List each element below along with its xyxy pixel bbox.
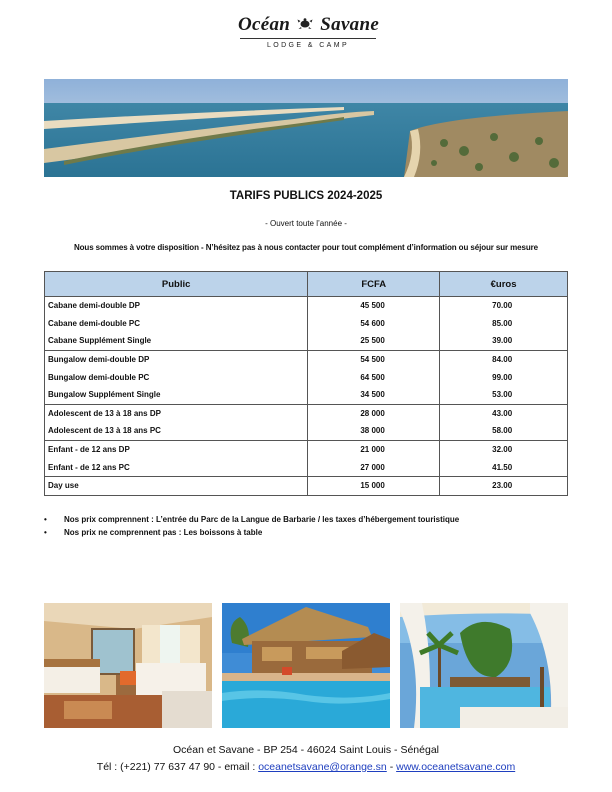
price-fcfa: 38 000 xyxy=(308,422,440,440)
table-row xyxy=(45,350,568,368)
column-header-public: Public xyxy=(45,272,308,297)
price-euros: 53.00 xyxy=(440,386,568,404)
logo-name-left: Océan xyxy=(238,14,291,35)
price-fcfa: 25 500 xyxy=(308,332,440,350)
price-fcfa: 28 000 xyxy=(308,404,440,422)
row-label: Enfant - de 12 ans DP xyxy=(45,440,308,458)
price-table xyxy=(44,271,568,496)
logo-subtitle: LODGE & CAMP xyxy=(266,42,350,49)
table-row xyxy=(45,386,568,404)
table-row xyxy=(45,332,568,350)
price-euros: 85.00 xyxy=(440,315,568,333)
row-label: Cabane Supplément Single xyxy=(45,332,308,350)
email-link[interactable]: oceanetsavane@orange.sn xyxy=(258,761,387,773)
table-row xyxy=(45,440,568,458)
table-row xyxy=(45,458,568,476)
table-row xyxy=(45,368,568,386)
logo xyxy=(238,14,378,49)
price-euros: 43.00 xyxy=(440,404,568,422)
row-label: Cabane demi-double DP xyxy=(45,297,308,315)
column-header-fcfa: FCFA xyxy=(308,272,440,297)
footer-separator: - xyxy=(386,761,397,773)
price-euros: 32.00 xyxy=(440,440,568,458)
price-euros: 39.00 xyxy=(440,332,568,350)
list-item xyxy=(44,515,459,528)
website-link[interactable]: www.oceanetsavane.com xyxy=(396,761,516,773)
price-fcfa: 64 500 xyxy=(308,368,440,386)
price-fcfa: 54 500 xyxy=(308,350,440,368)
price-fcfa: 54 600 xyxy=(308,315,440,333)
logo-name xyxy=(238,14,378,36)
bullet-icon: • xyxy=(44,515,47,524)
open-all-year-note: - Ouvert toute l’année - xyxy=(265,219,347,228)
table-row xyxy=(45,404,568,422)
exclusions-text: Nos prix ne comprennent pas : Les boissons à table xyxy=(64,528,263,537)
row-label: Day use xyxy=(45,476,308,495)
list-item xyxy=(44,528,459,541)
table-row xyxy=(45,315,568,333)
row-label: Enfant - de 12 ans PC xyxy=(45,458,308,476)
price-euros: 23.00 xyxy=(440,476,568,495)
price-fcfa: 15 000 xyxy=(308,476,440,495)
table-row xyxy=(45,476,568,495)
table-row xyxy=(45,297,568,315)
row-label: Bungalow demi-double DP xyxy=(45,350,308,368)
photo-bedroom xyxy=(44,603,212,728)
inclusions-text: Nos prix comprennent : L’entrée du Parc de la Langue de Barbarie / les taxes d’hébergement touristique xyxy=(64,515,460,524)
price-euros: 58.00 xyxy=(440,422,568,440)
footer-address: Océan et Savane - BP 254 - 46024 Saint Louis - Sénégal xyxy=(173,744,439,756)
price-fcfa: 34 500 xyxy=(308,386,440,404)
table-row xyxy=(45,422,568,440)
price-euros: 99.00 xyxy=(440,368,568,386)
photo-beach-canopy xyxy=(400,603,568,728)
banner-aerial-photo xyxy=(44,79,568,177)
table-header-row xyxy=(45,272,568,297)
logo-divider xyxy=(240,38,376,39)
row-label: Adolescent de 13 à 18 ans DP xyxy=(45,404,308,422)
row-label: Adolescent de 13 à 18 ans PC xyxy=(45,422,308,440)
price-fcfa: 27 000 xyxy=(308,458,440,476)
price-euros: 84.00 xyxy=(440,350,568,368)
contact-intro: Nous sommes à votre disposition - N’hésitez pas à nous contacter pour tout complément d’information ou séjour sur mesure xyxy=(73,243,539,252)
price-euros: 70.00 xyxy=(440,297,568,315)
price-fcfa: 45 500 xyxy=(308,297,440,315)
footer-phone: Tél : (+221) 77 637 47 90 - email : xyxy=(96,761,259,773)
price-euros: 41.50 xyxy=(440,458,568,476)
price-fcfa: 21 000 xyxy=(308,440,440,458)
turtle-icon xyxy=(297,18,313,34)
bullet-icon: • xyxy=(44,528,47,537)
column-header-euros: €uros xyxy=(440,272,568,297)
footer-contact xyxy=(0,761,612,773)
photo-lodge-pool xyxy=(222,603,390,728)
page-title: TARIFS PUBLICS 2024-2025 xyxy=(229,190,383,202)
row-label: Bungalow demi-double PC xyxy=(45,368,308,386)
row-label: Cabane demi-double PC xyxy=(45,315,308,333)
row-label: Bungalow Supplément Single xyxy=(45,386,308,404)
inclusions-list xyxy=(44,515,459,541)
logo-name-right: Savane xyxy=(320,14,380,35)
